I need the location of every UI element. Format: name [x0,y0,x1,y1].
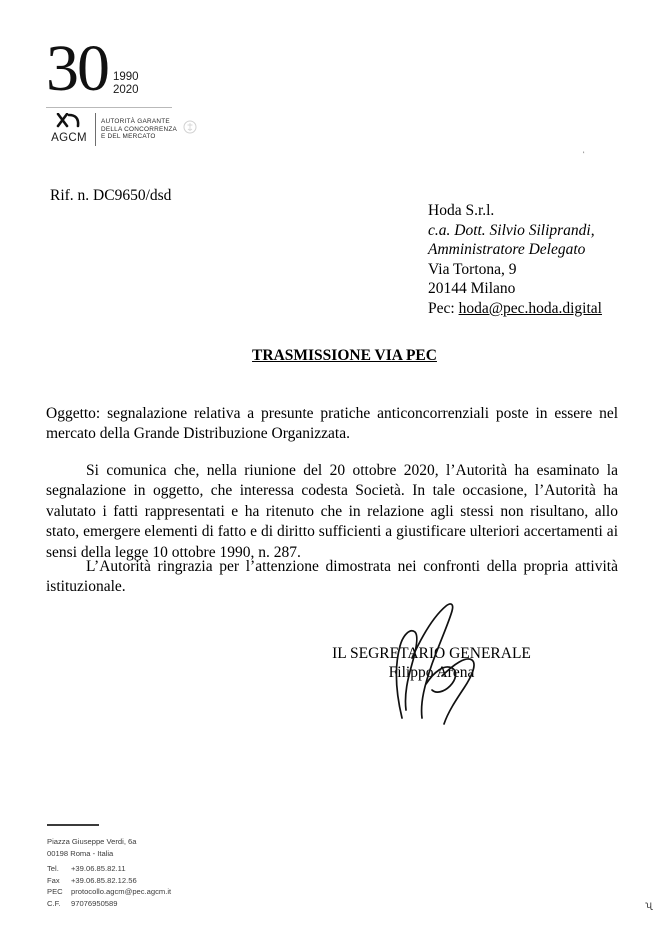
scan-artifact-bottom: ʯ [645,900,652,911]
reference-number: Rif. n. DC9650/dsd [50,187,172,204]
addressee-attention: c.a. Dott. Silvio Siliprandi, [428,221,595,239]
document-title [0,347,663,365]
authority-line-2: DELLA CONCORRENZA [101,125,177,133]
anniversary-number: 30 [46,32,108,105]
footer-fax-label: Fax [47,875,60,885]
year-from: 1990 [113,71,139,83]
signature-name: Filippo Arena [388,663,475,681]
addressee-street: Via Tortona, 9 [428,260,517,278]
footer-pec-value[interactable]: protocollo.agcm@pec.agcm.it [71,887,172,897]
body-paragraph-2: L’Autorità ringrazia per l’attenzione dimostrata nei confronti della propria attività istituzionale. [46,558,618,596]
authority-line-1: AUTORITÀ GARANTE [101,118,170,126]
footer-tel-label: Tel. [47,864,59,874]
addressee-pec-address[interactable]: hoda@pec.hoda.digital [458,299,602,317]
footer-fax-value: +39.06.85.82.12.56 [71,875,137,885]
footer-tel-row [47,863,171,875]
footer-contact-details [47,836,171,910]
addressee-city: 20144 Milano [428,280,516,298]
year-to: 2020 [113,83,139,96]
agcm-acronym: AGCM [51,132,87,144]
signature-block [0,645,663,682]
scan-artifact-top: ʻ [583,152,585,159]
addressee-pec-label: Pec: [428,299,459,317]
addressee-block [428,201,602,319]
subject-paragraph: Oggetto: segnalazione relativa a presunte pratiche anticoncorrenziali poste in essere nel mercato della Grande Distribuzione Organizzata. [46,405,618,443]
agcm-mark-icon [46,113,92,128]
letterhead [46,34,246,146]
footer-cf-label: C.F. [47,898,61,908]
footer-fax-row [47,875,171,887]
footer-address-line-2: 00198 Roma - Italia [47,848,114,858]
addressee-role: Amministratore Delegato [428,241,586,259]
authority-name [101,118,177,141]
footer-pec-row [47,886,171,898]
footer-divider-rule [47,824,99,826]
agcm-logo-block [46,113,246,146]
anniversary-logo [46,32,246,105]
signature-title: IL SEGRETARIO GENERALE [332,645,531,662]
anniversary-years [108,71,139,100]
footer-cf-row [47,898,171,910]
footer-pec-label: PEC [47,887,63,897]
addressee-company: Hoda S.r.l. [428,202,495,219]
agcm-symbol [46,113,92,146]
footer-address-line-1: Piazza Giuseppe Verdi, 6a [47,837,137,846]
footer-cf-value: 97076950589 [71,898,118,908]
addressee-pec-line [428,299,602,319]
republic-emblem-icon [183,120,197,139]
document-title-text: TRASMISSIONE VIA PEC [252,347,437,364]
footer-tel-value: +39.06.85.82.11 [71,864,126,874]
footer-block [47,824,171,910]
letterhead-divider-rule [46,107,172,108]
agcm-vertical-divider [95,113,96,146]
body-paragraph-1: Si comunica che, nella riunione del 20 ottobre 2020, l’Autorità ha esaminato la segnalazione in oggetto, che interessa codesta Società. In tale occasione, l’Autorità ha valutato i fatti rappresentati e ha ritenuto che in relazione agli stessi non risultano, allo stato, emergere elementi di fatto e di diritto sufficienti a giustificare ulteriori accertamenti ai sensi della legge 10 ottobre 1990, n. 287. [46,462,618,561]
authority-line-3: E DEL MERCATO [101,133,156,141]
